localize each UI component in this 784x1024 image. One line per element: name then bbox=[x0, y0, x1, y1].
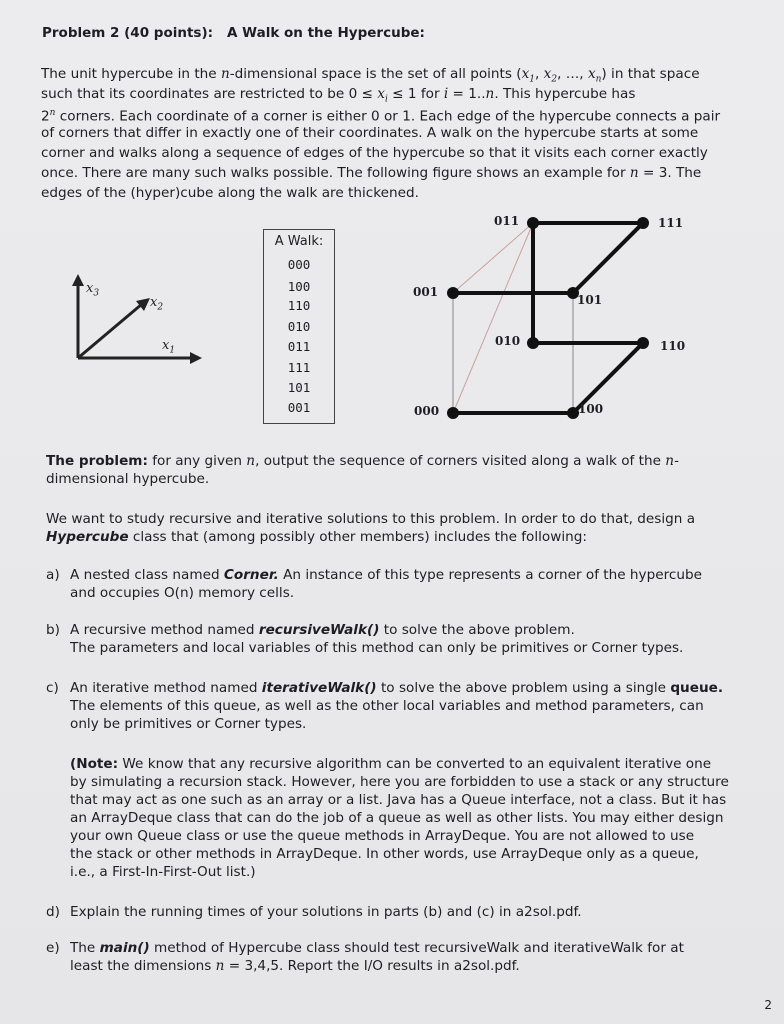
walk-item: 000 bbox=[287, 257, 311, 272]
problem-name: A Walk on the Hypercube: bbox=[227, 25, 425, 41]
thin-edge bbox=[453, 223, 533, 293]
axis-label-x3: $x_3$ bbox=[86, 281, 100, 299]
intro-line-3: 2$^n$ corners. Each coordinate of a corner is either 0 or 1. Each edge of the hypercube connects a pair bbox=[41, 108, 721, 125]
problem-statement-line-1: The problem: for any given n, output the sequence of corners visited along a walk of the n- bbox=[46, 453, 679, 469]
vertex-111 bbox=[637, 217, 649, 229]
axes-diagram bbox=[60, 270, 220, 370]
vertex-label-000: 000 bbox=[414, 404, 440, 418]
axis-label-x1: $x_1$ bbox=[162, 338, 176, 356]
walk-item: 011 bbox=[287, 339, 311, 354]
intro-line-2: such that its coordinates are restricted to be $0 \le x_i \le 1$ for i = 1..n. This hypercube has bbox=[41, 86, 636, 105]
page-number: 2 bbox=[764, 998, 772, 1012]
vertex-label-100: 100 bbox=[578, 402, 604, 416]
vertex-label-010: 010 bbox=[495, 334, 521, 348]
problem-statement-line-2: dimensional hypercube. bbox=[46, 471, 210, 487]
walk-list-box bbox=[263, 229, 335, 424]
walk-item: 001 bbox=[287, 400, 311, 415]
item-d: d) Explain the running times of your solutions in parts (b) and (c) in a2sol.pdf. bbox=[46, 904, 582, 920]
item-a: a) A nested class named Corner. An instance of this type represents a corner of the hypercube and occupies O(n) memory cells. bbox=[46, 567, 702, 601]
walk-item: 101 bbox=[287, 380, 311, 395]
vertex-label-110: 110 bbox=[660, 339, 686, 353]
vertex-label-011: 011 bbox=[494, 214, 520, 228]
axis-label-x2: $x_2$ bbox=[150, 295, 164, 313]
walk-item: 111 bbox=[287, 360, 311, 375]
vertex-label-111: 111 bbox=[658, 216, 684, 230]
intro-line-1: The unit hypercube in the n-dimensional space is the set of all points ($x_1$, $x_2$, …, $x_n$) in that space bbox=[41, 66, 700, 85]
walk-title: A Walk: bbox=[274, 234, 324, 249]
problem-number: Problem 2 (40 points): bbox=[42, 25, 214, 41]
intro-line-4: of corners that differ in exactly one of their coordinates. A walk on the hypercube starts at some bbox=[41, 125, 699, 141]
vertex-010 bbox=[527, 337, 539, 349]
vertex-label-001: 001 bbox=[413, 285, 439, 299]
vertex-011 bbox=[527, 217, 539, 229]
vertex-001 bbox=[447, 287, 459, 299]
walk-item: 110 bbox=[287, 298, 311, 313]
walk-edge bbox=[573, 223, 643, 293]
vertex-110 bbox=[637, 337, 649, 349]
intro-line-5: corner and walks along a sequence of edges of the hypercube so that it visits each corner exactly bbox=[41, 145, 708, 161]
thin-edge bbox=[453, 223, 533, 413]
document-page: Problem 2 (40 points): A Walk on the Hypercube: The unit hypercube in the n-dimensional space is the set of all points ($x_1$, $x_2$, …, $x_n$) in that space such that its coordinates are restricted to be $0 \le x_i \le 1$ for i = 1..n. This hypercube has 2$^n$ corners. Each coordinate of a corner is either 0 or 1. Each edge of the hypercube connects a pair of corners that differ in exactly one of their coordinates. A walk on the hypercube starts at some corner and walks along a sequence of edges of the hypercube so that it visits each corner exactly once. There are many such walks possible. The following figure shows an example for n = 3. The edges of the (hyper)cube along the walk are thickened. $x_3$ $x_2$ $x_1$ A Walk: 000 100 110 010 011 111 101 001 011 111 001 101 010 110 000 100 The problem: for any given n, output the sequence of corners visited along a walk of the n- dimensional hypercube. We want to study recursive and iterative solutions to this problem. In order to do that, design a Hypercube class that (among possibly other members) includes the following: a) A nested class named Corner. An instance of this type represents a corner of the hypercube and occupies O(n) memory cells. b) A recursive method named recursiveWalk() to solve the above problem. The parameters and local variables of this method can only be primitives or Corner types. c) An iterative method named iterativeWalk() to solve the above problem using a single queue. The elements of this queue, as well as the other local variables and method parameters, can only be primitives or Corner types. (Note: We know that any recursive algorithm can be converted to an equivalent iterative one by simulating a recursion stack. However, here you are forbidden to use a stack or any structure that may act as one such as an array or a list. Java has a Queue interface, not a class. But it has an ArrayDeque class that can do the job of a queue as well as other lists. You may either design your own Queue class or use the queue methods in ArrayDeque. You are not allowed to use the stack or other methods in ArrayDeque. In other words, use ArrayDeque only as a queue, i.e., a First-In-First-Out list.) d) Explain the running times of your solutions in parts (b) and (c) in a2sol.pdf. e) The main() method of Hypercube class should test recursiveWalk and iterativeWalk for at least the dimensions n = 3,4,5. Report the I/O results in a2sol.pdf. 2 bbox=[0, 0, 784, 1024]
item-c: c) An iterative method named iterativeWalk() to solve the above problem using a single queue. The elements of this queue, as well as the other local variables and method parameters, can only be primitives or Corner types. bbox=[46, 680, 724, 732]
design-line-1: We want to study recursive and iterative solutions to this problem. In order to do that, design a bbox=[46, 511, 696, 527]
intro-line-6: once. There are many such walks possible. The following figure shows an example for n = 3. The bbox=[41, 165, 702, 181]
x1-arrowhead bbox=[190, 352, 202, 364]
design-line-2: Hypercube class that (among possibly other members) includes the following: bbox=[46, 529, 587, 545]
intro-line-7: edges of the (hyper)cube along the walk are thickened. bbox=[41, 185, 419, 201]
problem-title bbox=[42, 23, 425, 43]
vertex-label-101: 101 bbox=[577, 293, 603, 307]
x3-arrowhead bbox=[72, 274, 84, 286]
vertex-000 bbox=[447, 407, 459, 419]
walk-item: 010 bbox=[287, 319, 311, 334]
item-e: e) The main() method of Hypercube class should test recursiveWalk and iterativeWalk for at least the dimensions n = 3,4,5. Report the I/O results in a2sol.pdf. bbox=[46, 940, 684, 974]
item-b: b) A recursive method named recursiveWalk() to solve the above problem. The parameters and local variables of this method can only be primitives or Corner types. bbox=[46, 622, 684, 656]
x2-axis bbox=[78, 304, 142, 358]
hypercube-diagram bbox=[440, 210, 660, 425]
walk-item: 100 bbox=[287, 279, 311, 294]
